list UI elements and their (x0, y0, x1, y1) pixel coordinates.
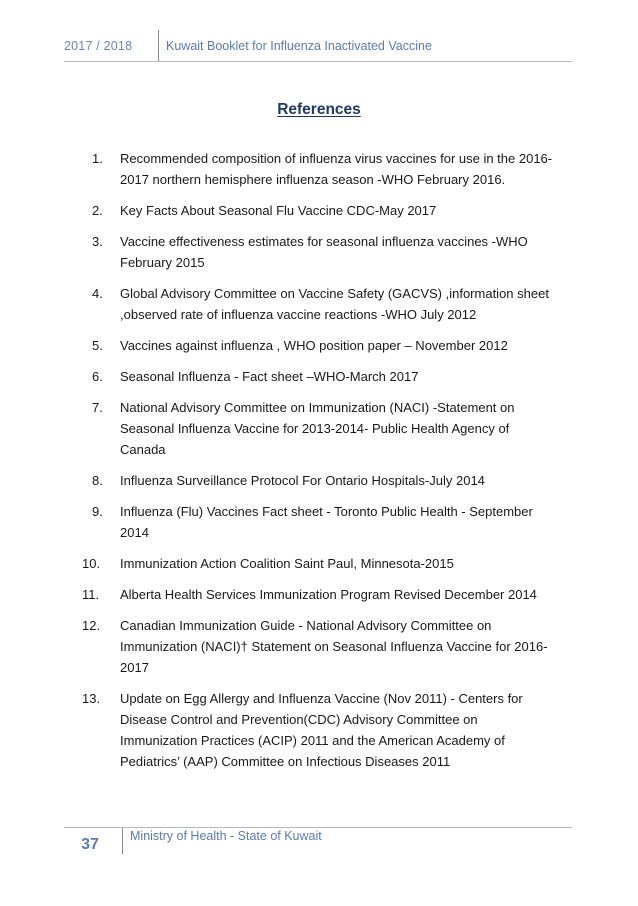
reference-number: 10. (82, 556, 101, 571)
reference-text: Immunization Action Coalition Saint Paul, Minnesota-2015 (120, 556, 454, 571)
reference-item (92, 283, 554, 325)
page-title: References (277, 101, 361, 118)
reference-item (92, 366, 554, 387)
reference-number: 4. (92, 286, 103, 301)
reference-text: Vaccines against influenza , WHO position paper – November 2012 (120, 338, 508, 353)
reference-item (92, 148, 554, 190)
header-rule (64, 61, 572, 62)
reference-text: Canadian Immunization Guide - National Advisory Committee on Immunization (NACI)† Statement on Seasonal Influenza Vaccine for 2016-2017 (120, 618, 548, 675)
reference-number: 1. (92, 151, 103, 166)
reference-number: 5. (92, 338, 103, 353)
footer-rule (64, 827, 572, 828)
header-title: Kuwait Booklet for Influenza Inactivated Vaccine (166, 39, 432, 53)
reference-item (92, 231, 554, 273)
reference-number: 7. (92, 400, 103, 415)
reference-text: Seasonal Influenza - Fact sheet –WHO-March 2017 (120, 369, 419, 384)
header-divider (158, 30, 159, 62)
reference-text: Global Advisory Committee on Vaccine Safety (GACVS) ,information sheet ,observed rate of influenza vaccine reactions -WHO July 2012 (120, 286, 549, 322)
reference-text: Influenza (Flu) Vaccines Fact sheet - Toronto Public Health - September 2014 (120, 504, 533, 540)
reference-number: 11. (82, 587, 100, 602)
reference-number: 2. (92, 203, 103, 218)
reference-item (92, 470, 554, 491)
reference-number: 8. (92, 473, 103, 488)
reference-text: Alberta Health Services Immunization Program Revised December 2014 (120, 587, 537, 602)
reference-text: Influenza Surveillance Protocol For Ontario Hospitals-July 2014 (120, 473, 485, 488)
page-header (64, 30, 572, 62)
reference-list (82, 148, 554, 782)
reference-item (82, 615, 554, 678)
reference-text: Update on Egg Allergy and Influenza Vaccine (Nov 2011) - Centers for Disease Control and Prevention(CDC) Advisory Committee on Immunization Practices (ACIP) 2011 and the American Academy of Pediatrics’ (AAP) Committee on Infectious Diseases 2011 (120, 691, 523, 769)
reference-number: 9. (92, 504, 103, 519)
reference-number: 3. (92, 234, 103, 249)
reference-number: 6. (92, 369, 103, 384)
reference-item (92, 501, 554, 543)
reference-text: Recommended composition of influenza virus vaccines for use in the 2016-2017 northern hemisphere influenza season -WHO February 2016. (120, 151, 553, 187)
reference-item (82, 553, 554, 574)
reference-number: 12. (82, 618, 101, 633)
footer-divider (122, 828, 123, 854)
reference-item (92, 200, 554, 221)
reference-text: Vaccine effectiveness estimates for seasonal influenza vaccines -WHO February 2015 (120, 234, 528, 270)
page-number: 37 (81, 836, 99, 853)
reference-text: National Advisory Committee on Immunization (NACI) -Statement on Seasonal Influenza Vaccine for 2013-2014- Public Health Agency of Canada (120, 400, 515, 457)
reference-text: Key Facts About Seasonal Flu Vaccine CDC-May 2017 (120, 203, 437, 218)
reference-item (82, 688, 554, 772)
header-year: 2017 / 2018 (64, 39, 133, 53)
reference-item (92, 397, 554, 460)
footer-text: Ministry of Health - State of Kuwait (130, 829, 322, 843)
reference-item (82, 584, 554, 605)
reference-item (92, 335, 554, 356)
reference-number: 13. (82, 691, 101, 706)
